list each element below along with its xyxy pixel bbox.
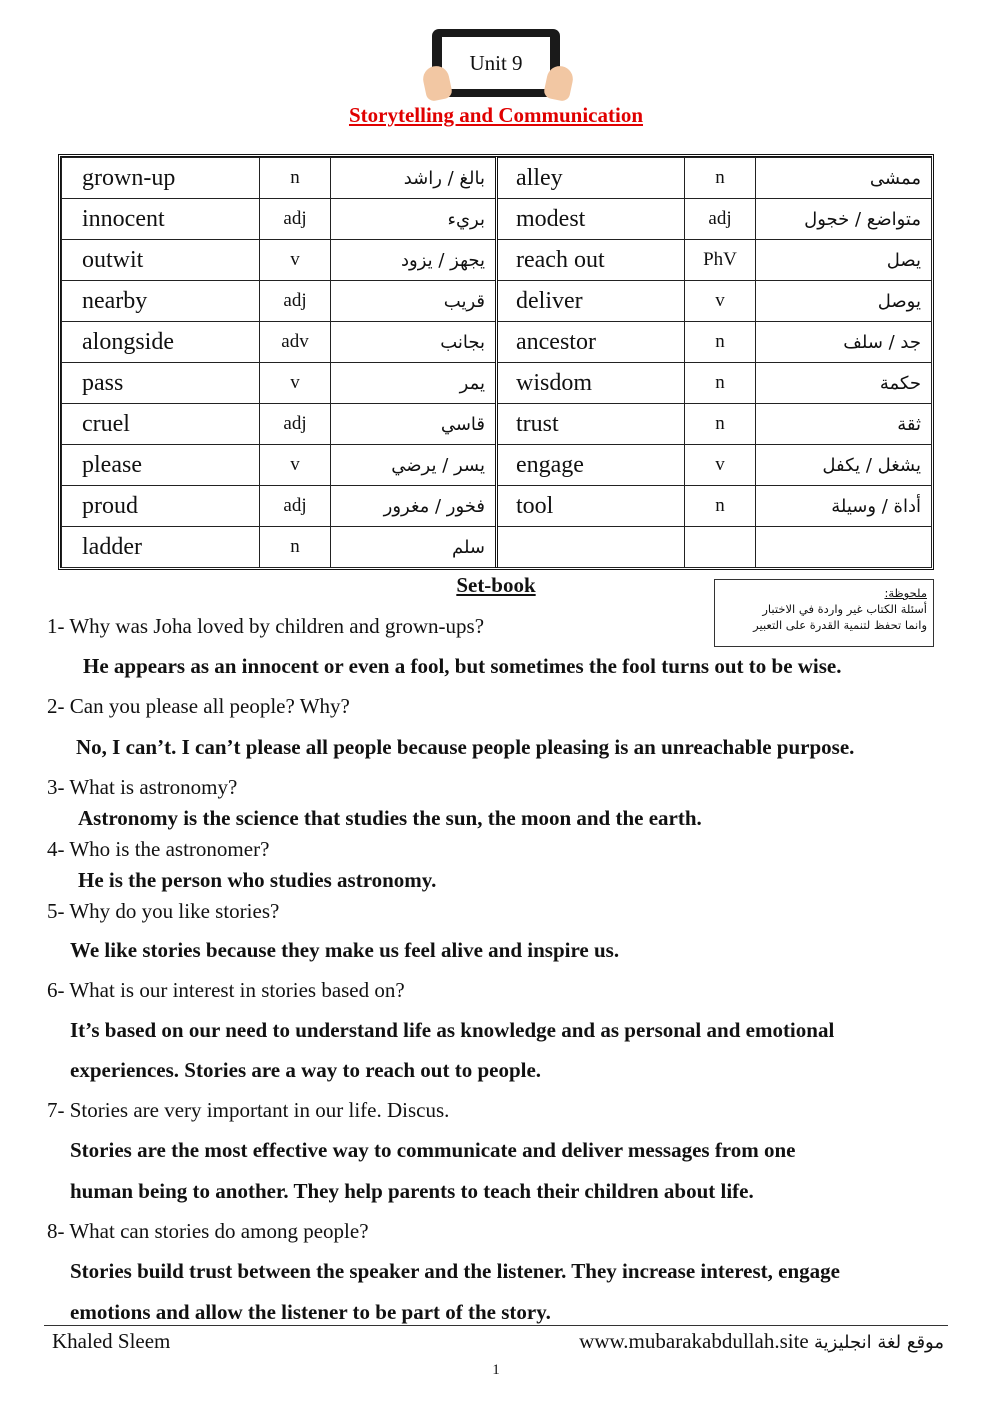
vocab-arabic-meaning: يصل xyxy=(756,240,932,281)
answer-7-line-1: Stories are the most effective way to communicate and deliver messages from one xyxy=(70,1138,796,1162)
vocab-part-of-speech: v xyxy=(685,281,756,322)
vocab-word: please xyxy=(62,445,260,486)
setbook-heading: Set-book xyxy=(456,573,536,597)
note-line-1: أسئلة الكتاب غير واردة في الاختبار xyxy=(762,602,927,616)
question-7: 7- Stories are very important in our life. Discus. xyxy=(47,1098,450,1122)
vocab-arabic-meaning: جد / سلف xyxy=(756,322,932,363)
vocab-part-of-speech: adj xyxy=(260,404,331,445)
vocab-arabic-meaning: قاسي xyxy=(331,404,497,445)
page-title: Storytelling and Communication xyxy=(348,103,644,127)
vocab-word: wisdom xyxy=(497,363,685,404)
answer-8-line-1: Stories build trust between the speaker and the listener. They increase interest, engage xyxy=(70,1259,840,1283)
vocab-part-of-speech: n xyxy=(685,363,756,404)
vocab-part-of-speech: adv xyxy=(260,322,331,363)
vocab-word xyxy=(497,527,685,568)
vocab-arabic-meaning: متواضع / خجول xyxy=(756,199,932,240)
vocab-part-of-speech: n xyxy=(685,158,756,199)
vocab-arabic-meaning: أداة / وسيلة xyxy=(756,486,932,527)
vocab-word: pass xyxy=(62,363,260,404)
answer-5: We like stories because they make us feel alive and inspire us. xyxy=(70,938,620,962)
answer-6-line-1: It’s based on our need to understand life as knowledge and as personal and emotional xyxy=(70,1018,835,1042)
vocab-arabic-meaning: يمر xyxy=(331,363,497,404)
answer-8-line-2: emotions and allow the listener to be part of the story. xyxy=(70,1300,551,1324)
vocab-part-of-speech xyxy=(685,527,756,568)
vocab-arabic-meaning: سلم xyxy=(331,527,497,568)
page-number: 1 xyxy=(492,1362,500,1378)
vocab-row xyxy=(62,158,932,199)
vocab-word: grown-up xyxy=(62,158,260,199)
question-4: 4- Who is the astronomer? xyxy=(47,837,270,861)
vocab-arabic-meaning: يوصل xyxy=(756,281,932,322)
vocab-part-of-speech: v xyxy=(260,363,331,404)
vocab-row xyxy=(62,486,932,527)
unit-tablet-graphic xyxy=(424,26,580,106)
footer-site xyxy=(579,1329,944,1354)
question-5: 5- Why do you like stories? xyxy=(47,899,280,923)
vocab-part-of-speech: v xyxy=(685,445,756,486)
vocab-row xyxy=(62,199,932,240)
footer-site-arabic: موقع لغة انجليزية xyxy=(814,1332,944,1353)
vocab-arabic-meaning: يجهز / يزود xyxy=(331,240,497,281)
vocab-word: engage xyxy=(497,445,685,486)
note-box xyxy=(714,579,934,647)
vocab-word: ancestor xyxy=(497,322,685,363)
answer-6-line-2: experiences. Stories are a way to reach out to people. xyxy=(70,1058,542,1082)
vocab-row xyxy=(62,527,932,568)
footer-site-url: www.mubarakabdullah.site xyxy=(579,1329,809,1353)
note-title: ملحوظة: xyxy=(884,586,927,600)
vocab-part-of-speech: adj xyxy=(260,199,331,240)
vocab-part-of-speech: n xyxy=(685,322,756,363)
question-8: 8- What can stories do among people? xyxy=(47,1219,369,1243)
footer-author: Khaled Sleem xyxy=(52,1329,171,1353)
vocab-part-of-speech: v xyxy=(260,445,331,486)
answer-7-line-2: human being to another. They help parents to teach their children about life. xyxy=(70,1179,754,1203)
vocab-word: ladder xyxy=(62,527,260,568)
vocab-word: modest xyxy=(497,199,685,240)
vocab-word: trust xyxy=(497,404,685,445)
answer-2: No, I can’t. I can’t please all people because people pleasing is an unreachable purpose. xyxy=(76,735,855,759)
vocab-word: cruel xyxy=(62,404,260,445)
question-1: 1- Why was Joha loved by children and grown-ups? xyxy=(47,614,485,638)
vocab-arabic-meaning: ممشى xyxy=(756,158,932,199)
vocab-arabic-meaning: بجانب xyxy=(331,322,497,363)
vocab-word: outwit xyxy=(62,240,260,281)
note-line-2: وانما تحفظ لتنمية القدرة على التعبير xyxy=(753,618,927,632)
vocab-arabic-meaning: يشغل / يكفل xyxy=(756,445,932,486)
vocab-row xyxy=(62,445,932,486)
vocab-word: alongside xyxy=(62,322,260,363)
answer-1: He appears as an innocent or even a fool, but sometimes the fool turns out to be wise. xyxy=(83,654,842,678)
vocab-row xyxy=(62,322,932,363)
vocab-part-of-speech: PhV xyxy=(685,240,756,281)
vocab-word: deliver xyxy=(497,281,685,322)
vocab-part-of-speech: adj xyxy=(260,486,331,527)
vocab-arabic-meaning: ثقة xyxy=(756,404,932,445)
vocab-word: proud xyxy=(62,486,260,527)
vocab-word: innocent xyxy=(62,199,260,240)
vocab-part-of-speech: n xyxy=(685,486,756,527)
vocab-word: alley xyxy=(497,158,685,199)
question-2: 2- Can you please all people? Why? xyxy=(47,694,350,718)
vocab-word: nearby xyxy=(62,281,260,322)
vocab-word: reach out xyxy=(497,240,685,281)
vocab-row xyxy=(62,281,932,322)
vocab-row xyxy=(62,240,932,281)
vocab-arabic-meaning xyxy=(756,527,932,568)
vocab-part-of-speech: n xyxy=(260,527,331,568)
question-6: 6- What is our interest in stories based on? xyxy=(47,978,405,1002)
vocab-part-of-speech: adj xyxy=(260,281,331,322)
vocab-arabic-meaning: بريء xyxy=(331,199,497,240)
answer-3: Astronomy is the science that studies the sun, the moon and the earth. xyxy=(78,806,702,830)
vocab-row xyxy=(62,363,932,404)
vocab-part-of-speech: n xyxy=(685,404,756,445)
unit-label: Unit 9 xyxy=(442,37,550,89)
vocab-arabic-meaning: حكمة xyxy=(756,363,932,404)
footer-divider xyxy=(44,1325,948,1326)
vocab-arabic-meaning: يسر / يرضي xyxy=(331,445,497,486)
vocab-word: tool xyxy=(497,486,685,527)
vocab-part-of-speech: n xyxy=(260,158,331,199)
question-3: 3- What is astronomy? xyxy=(47,775,238,799)
answer-4: He is the person who studies astronomy. xyxy=(78,868,437,892)
vocab-arabic-meaning: بالغ / راشد xyxy=(331,158,497,199)
vocab-arabic-meaning: فخور / مغرور xyxy=(331,486,497,527)
vocab-row xyxy=(62,404,932,445)
vocabulary-table xyxy=(58,154,934,570)
vocab-part-of-speech: v xyxy=(260,240,331,281)
vocab-part-of-speech: adj xyxy=(685,199,756,240)
vocab-arabic-meaning: قريب xyxy=(331,281,497,322)
